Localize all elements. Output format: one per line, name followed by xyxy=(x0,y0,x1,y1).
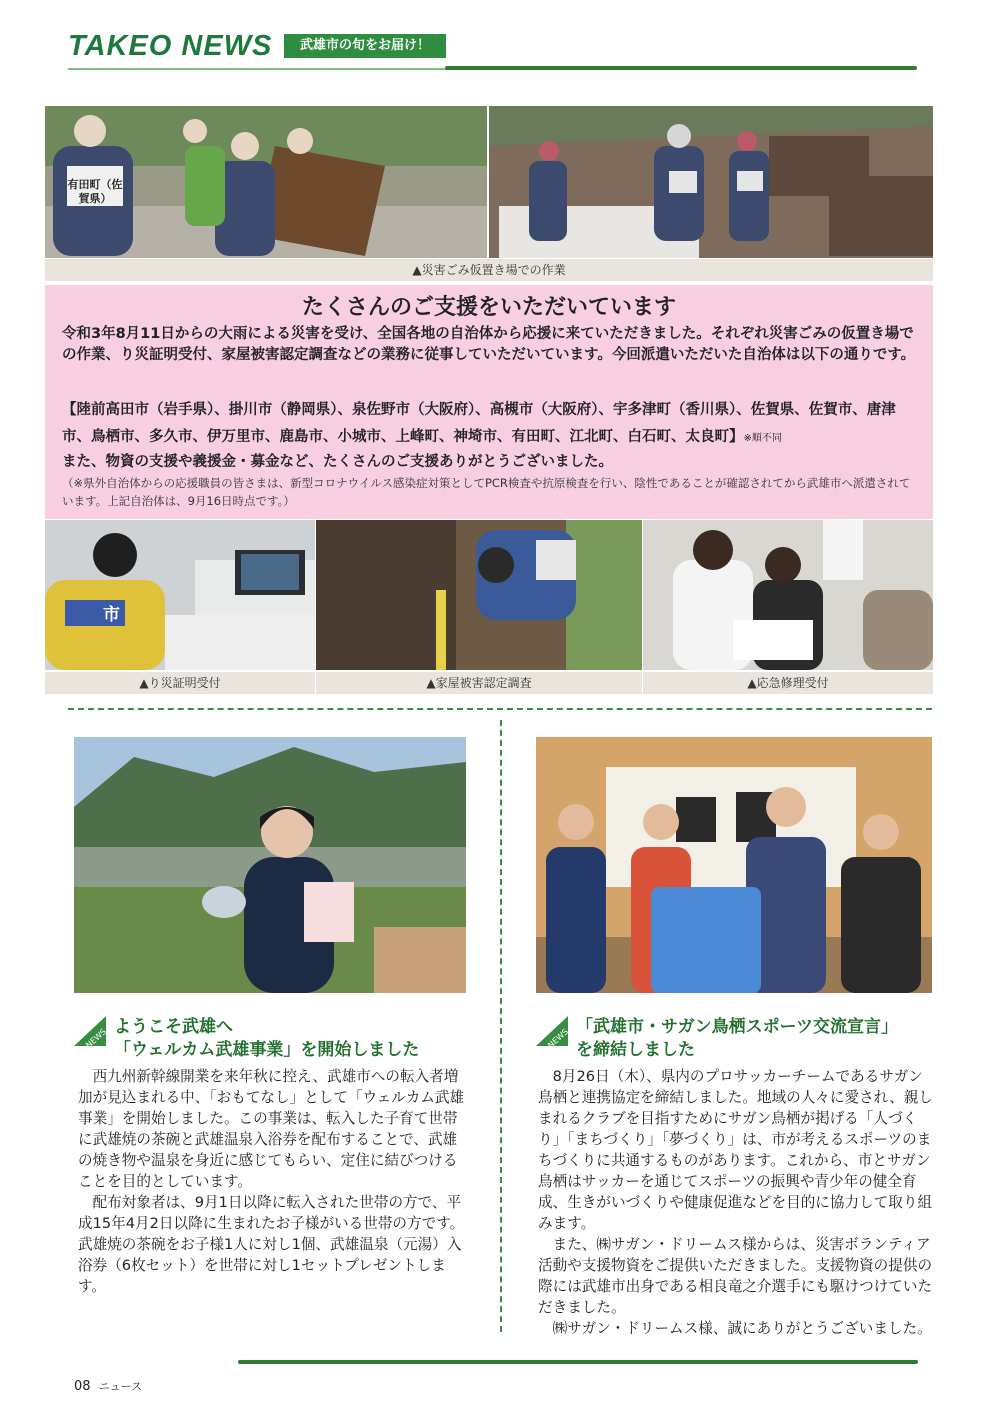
footer-rule xyxy=(238,1360,918,1364)
brand-title: TAKEO NEWS xyxy=(68,30,273,62)
page-section: ニュース xyxy=(98,1380,143,1393)
header-tagline: 武雄市の旬をお届け！ xyxy=(284,34,446,58)
support-title: たくさんのご支援をいただいています xyxy=(301,295,676,320)
column-divider xyxy=(500,720,502,1332)
support-list-text: 【陸前高田市（岩手県）、掛川市（静岡県）、泉佐野市（大阪府）、高槻市（大阪府）、宇多津町（香川県）、佐賀県、佐賀市、唐津市、鳥栖市、多久市、伊万里市、鹿島市、小城市、上峰町、神埼市、有田町、江北町、白石町、太良町】 xyxy=(62,402,896,445)
news-left-title-1: ようこそ武雄へ xyxy=(114,1017,233,1037)
news-badge-right-text: NEWS xyxy=(546,1027,570,1050)
news-right-title-1: 「武雄市・サガン鳥栖スポーツ交流宣言」 xyxy=(576,1017,898,1037)
news-badge-left xyxy=(74,1016,108,1050)
page-number-value: 08 xyxy=(74,1379,91,1394)
news-badge-left-text: NEWS xyxy=(84,1027,108,1050)
photo-sagan-tosu xyxy=(536,737,932,993)
news-right-para-2: また、㈱サガン・ドリームス様からは、災害ボランティア活動や支援物資をご提供いただきました。支援物資の提供の際には武雄市出身である相良竜之介選手にも駆けつけていただきました。 xyxy=(538,1236,933,1316)
support-note: （※県外自治体からの応援職員の皆さまは、新型コロナウイルス感染症対策としてPCR検査や抗原検査を行い、陰性であることが確認されてから武雄市へ派遣されています。上記自治体は、9月16日時点です。） xyxy=(62,476,911,508)
news-left-title-2: 「ウェルカム武雄事業」を開始しました xyxy=(114,1040,420,1060)
news-right-para-1: 8月26日（木）、県内のプロサッカーチームであるサガン鳥栖と連携協定を締結しました。地域の人々に愛され、親しまれるクラブを目指すためにサガン鳥栖が掲げる「人づくり」「まちづくり」「夢づくり」は、市が考えるスポーツのまちづくりに共通するものがあります。これから、市とサガン鳥栖はサッカーを通じてスポーツの振興や青少年の健全育成、生きがいづくりや健康促進などを目的に協力して取り組みます。 xyxy=(538,1068,933,1232)
header-rule xyxy=(445,66,917,70)
news-right-title-2: を締結しました xyxy=(576,1040,695,1060)
photo-certificate-desk xyxy=(45,520,315,670)
support-list xyxy=(62,397,920,452)
caption-repair: ▲応急修理受付 xyxy=(643,672,933,694)
news-badge-right xyxy=(536,1016,570,1050)
header-rule-left xyxy=(68,68,448,70)
vest-label-arita: 有田町（佐賀県） xyxy=(67,178,123,205)
vest-label-city: 市 xyxy=(103,605,120,625)
support-thanks: また、物資の支援や義援金・募金など、たくさんのご支援ありがとうございました。 xyxy=(62,454,613,470)
photo-disaster-right xyxy=(489,106,933,258)
section-divider xyxy=(68,708,932,710)
news-right-para-3: ㈱サガン・ドリームス様、誠にありがとうございました。 xyxy=(552,1320,932,1337)
news-left-para-1: 西九州新幹線開業を来年秋に控え、武雄市への転入者増加が見込まれる中、「おもてなし」として「ウェルカム武雄事業」を開始しました。この事業は、転入した子育て世帯に武雄焼の茶碗と武雄温泉入浴券を配布することで、武雄の焼き物や温泉を身近に感じてもらい、定住に結びつけることを目的としています。 xyxy=(78,1068,465,1190)
support-list-note: ※順不同 xyxy=(743,433,782,444)
news-right-body xyxy=(538,1066,934,1339)
photo-repair-desk xyxy=(643,520,933,670)
photo-welcome-woman xyxy=(74,737,466,993)
page-number xyxy=(74,1378,142,1394)
news-left-body xyxy=(78,1066,470,1297)
photo-house-survey xyxy=(316,520,642,670)
support-para: 令和3年8月11日からの大雨による災害を受け、全国各地の自治体から応援に来ていただきました。それぞれ災害ごみの仮置き場での作業、り災証明受付、家屋被害認定調査などの業務に従事していただいています。今回派遣いただいた自治体は以下の通りです。 xyxy=(62,326,916,363)
caption-certificate: ▲り災証明受付 xyxy=(45,672,315,694)
news-left-para-2: 配布対象者は、9月1日以降に転入された世帯の方で、平成15年4月2日以降に生まれたお子様がいる世帯の方です。武雄焼の茶碗をお子様1人に対し1個、武雄温泉（元湯）入浴券（6枚セット）を世帯に対し1セットプレゼントします。 xyxy=(78,1194,465,1295)
caption-house-survey: ▲家屋被害認定調査 xyxy=(316,672,642,694)
caption-disaster-waste: ▲災害ごみ仮置き場での作業 xyxy=(45,259,933,281)
photo-disaster-left xyxy=(45,106,487,258)
